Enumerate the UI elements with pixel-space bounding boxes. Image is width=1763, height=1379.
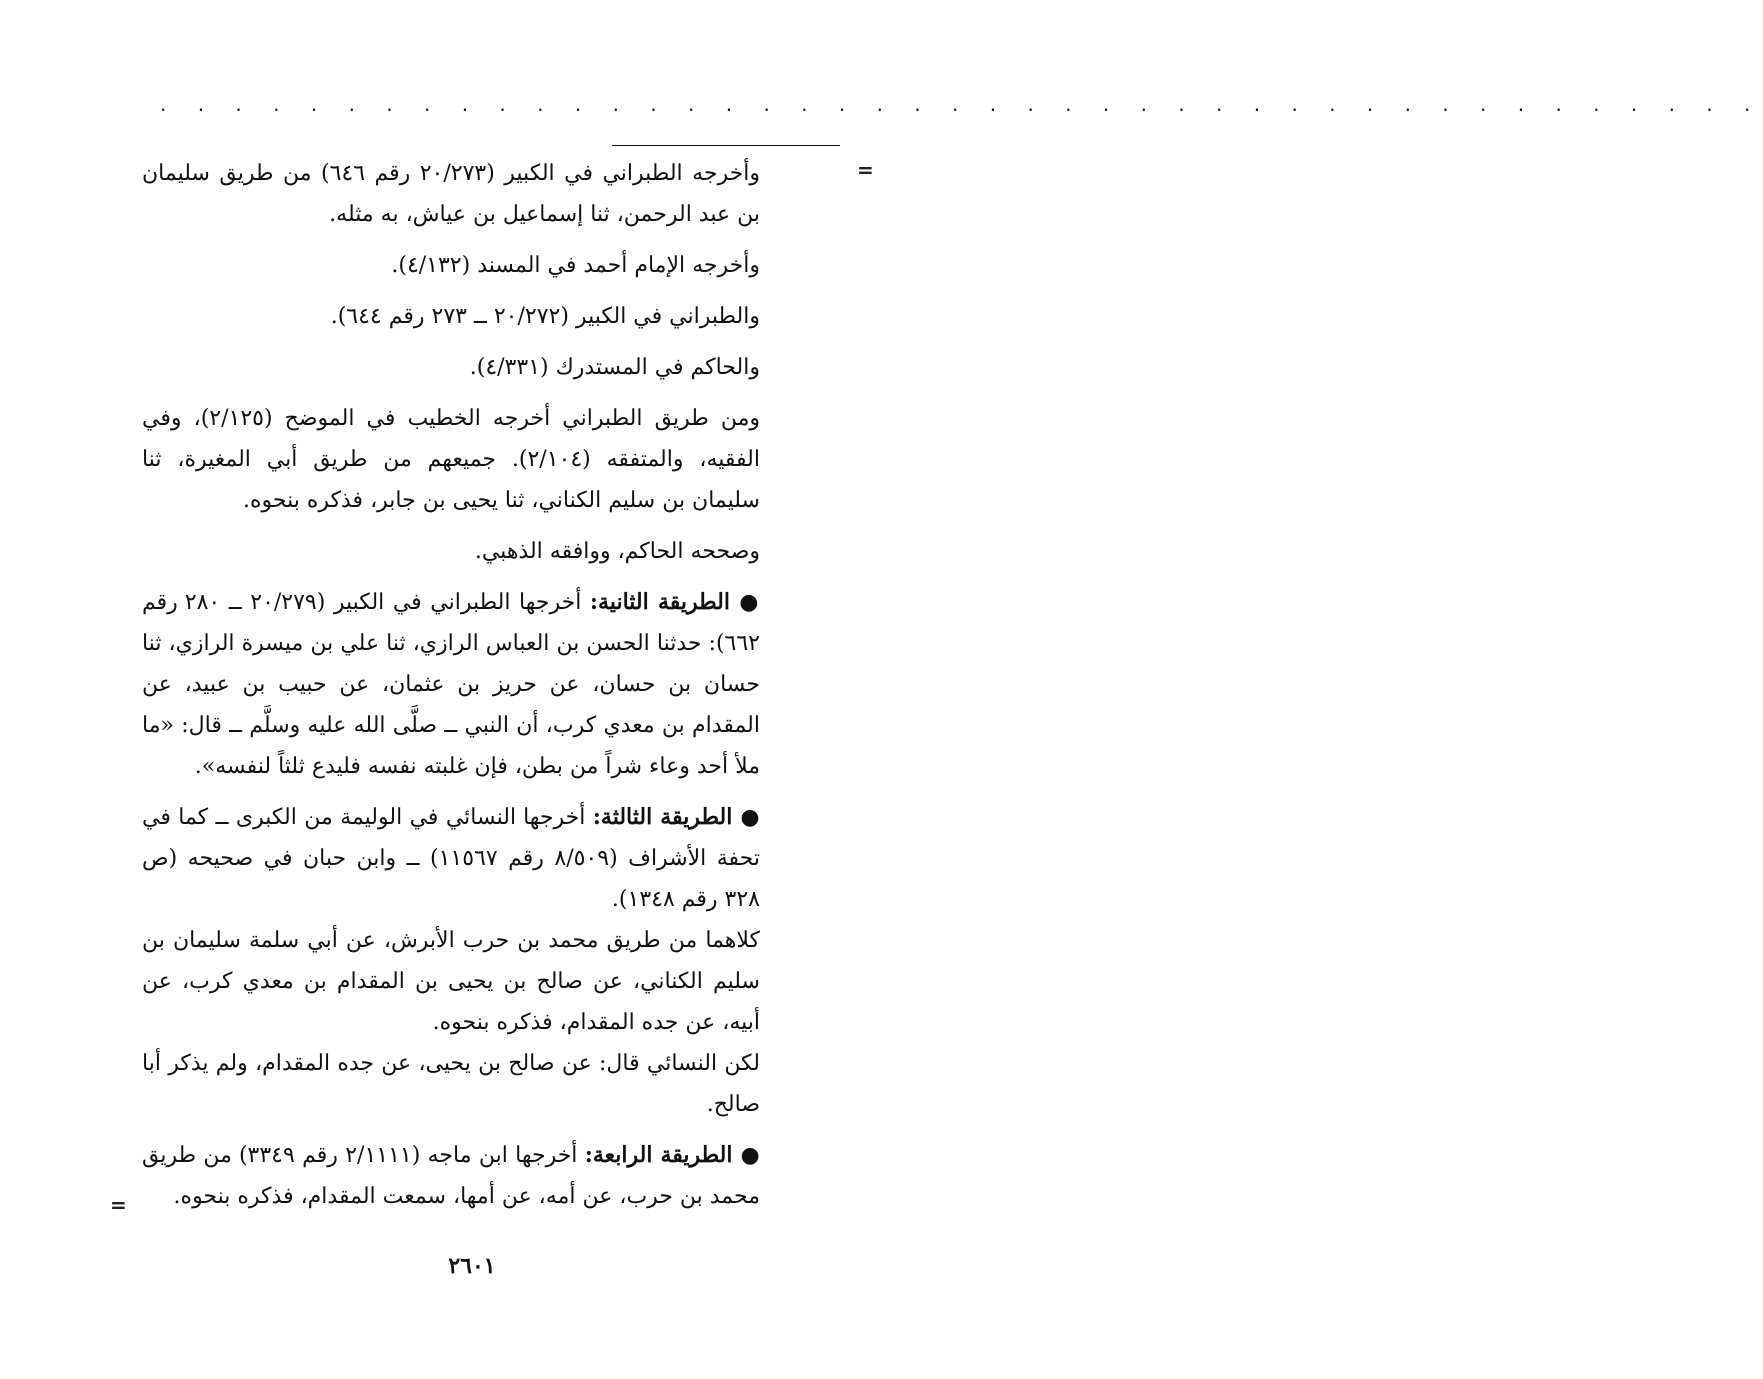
method-paragraph: ● الطريقة الثانية: أخرجها الطبراني في الكبير (٢٠/٢٧٩ ــ ٢٨٠ رقم ٦٦٢): حدثنا الحسن بن العباس الرازي، ثنا علي بن ميسرة الرازي، ثنا حسان بن حسان، عن حريز بن عثمان، عن حبيب بن عبيد، عن المقدام بن معدي كرب، أن النبي ــ صلَّى الله عليه وسلَّم ــ قال: «ما ملأ أحد وعاء شراً من بطن، فإن غلبته نفسه فليدع ثلثاً لنفسه». <box>142 589 760 779</box>
page-number: ٢٦٠١ <box>448 1253 496 1279</box>
footnote-rule <box>612 145 840 146</box>
method-heading: ● الطريقة الثانية: <box>589 589 760 615</box>
method-paragraph: ● الطريقة الثالثة: أخرجها النسائي في الوليمة من الكبرى ــ كما في تحفة الأشراف (٨/٥٠٩ رقم ١١٥٦٧) ــ وابن حبان في صحيحه (ص ٣٢٨ رقم ١٣٤٨). <box>142 804 761 912</box>
continuation-mark-bottom: = <box>110 1193 127 1217</box>
footnote-paragraph: وأخرجه الطبراني في الكبير (٢٠/٢٧٣ رقم ٦٤٦) من طريق سليمان بن عبد الرحمن، ثنا إسماعيل بن عياش، به مثله. <box>142 161 760 227</box>
footnote-paragraph: ومن طريق الطبراني أخرجه الخطيب في الموضح (٢/١٢٥)، وفي الفقيه، والمتفقه (٢/١٠٤). جميعهم من طريق أبي المغيرة، ثنا سليمان بن سليم الكناني، ثنا يحيى بن جابر، فذكره بنحوه. <box>142 406 760 513</box>
footnote-paragraph: وأخرجه الإمام أحمد في المسند (٤/١٣٢). <box>391 253 760 278</box>
footnotes-block <box>142 153 760 1217</box>
method-paragraph: ● الطريقة الرابعة: أخرجها ابن ماجه (٢/١١١١ رقم ٣٣٤٩) من طريق محمد بن حرب، عن أمه، عن أمها، سمعت المقدام، فذكره بنحوه. <box>142 1142 760 1209</box>
footnote-paragraph: والطبراني في الكبير (٢٠/٢٧٢ ــ ٢٧٣ رقم ٦٤٤). <box>330 304 760 329</box>
footnote-paragraph: والحاكم في المستدرك (٤/٣٣١). <box>469 355 760 380</box>
footnote-paragraph: كلاهما من طريق محمد بن حرب الأبرش، عن أبي سلمة سليمان بن سليم الكناني، عن صالح بن يحيى بن المقدام بن معدي كرب، عن أبيه، عن جده المقدام، فذكره بنحوه. <box>142 928 760 1035</box>
continuation-mark-top: = <box>857 158 874 182</box>
footnote-paragraph: وصححه الحاكم، ووافقه الذهبي. <box>474 539 760 564</box>
method-heading: ● الطريقة الثالثة: <box>592 804 760 830</box>
method-heading: ● الطريقة الرابعة: <box>584 1142 760 1168</box>
footnote-paragraph: لكن النسائي قال: عن صالح بن يحيى، عن جده المقدام، ولم يذكر أبا صالح. <box>142 1051 760 1117</box>
separator-dots: . . . . . . . . . . . . . . . . . . . . . . . . . . . . . . . . . . . . . . . . . . . <box>160 92 1763 116</box>
